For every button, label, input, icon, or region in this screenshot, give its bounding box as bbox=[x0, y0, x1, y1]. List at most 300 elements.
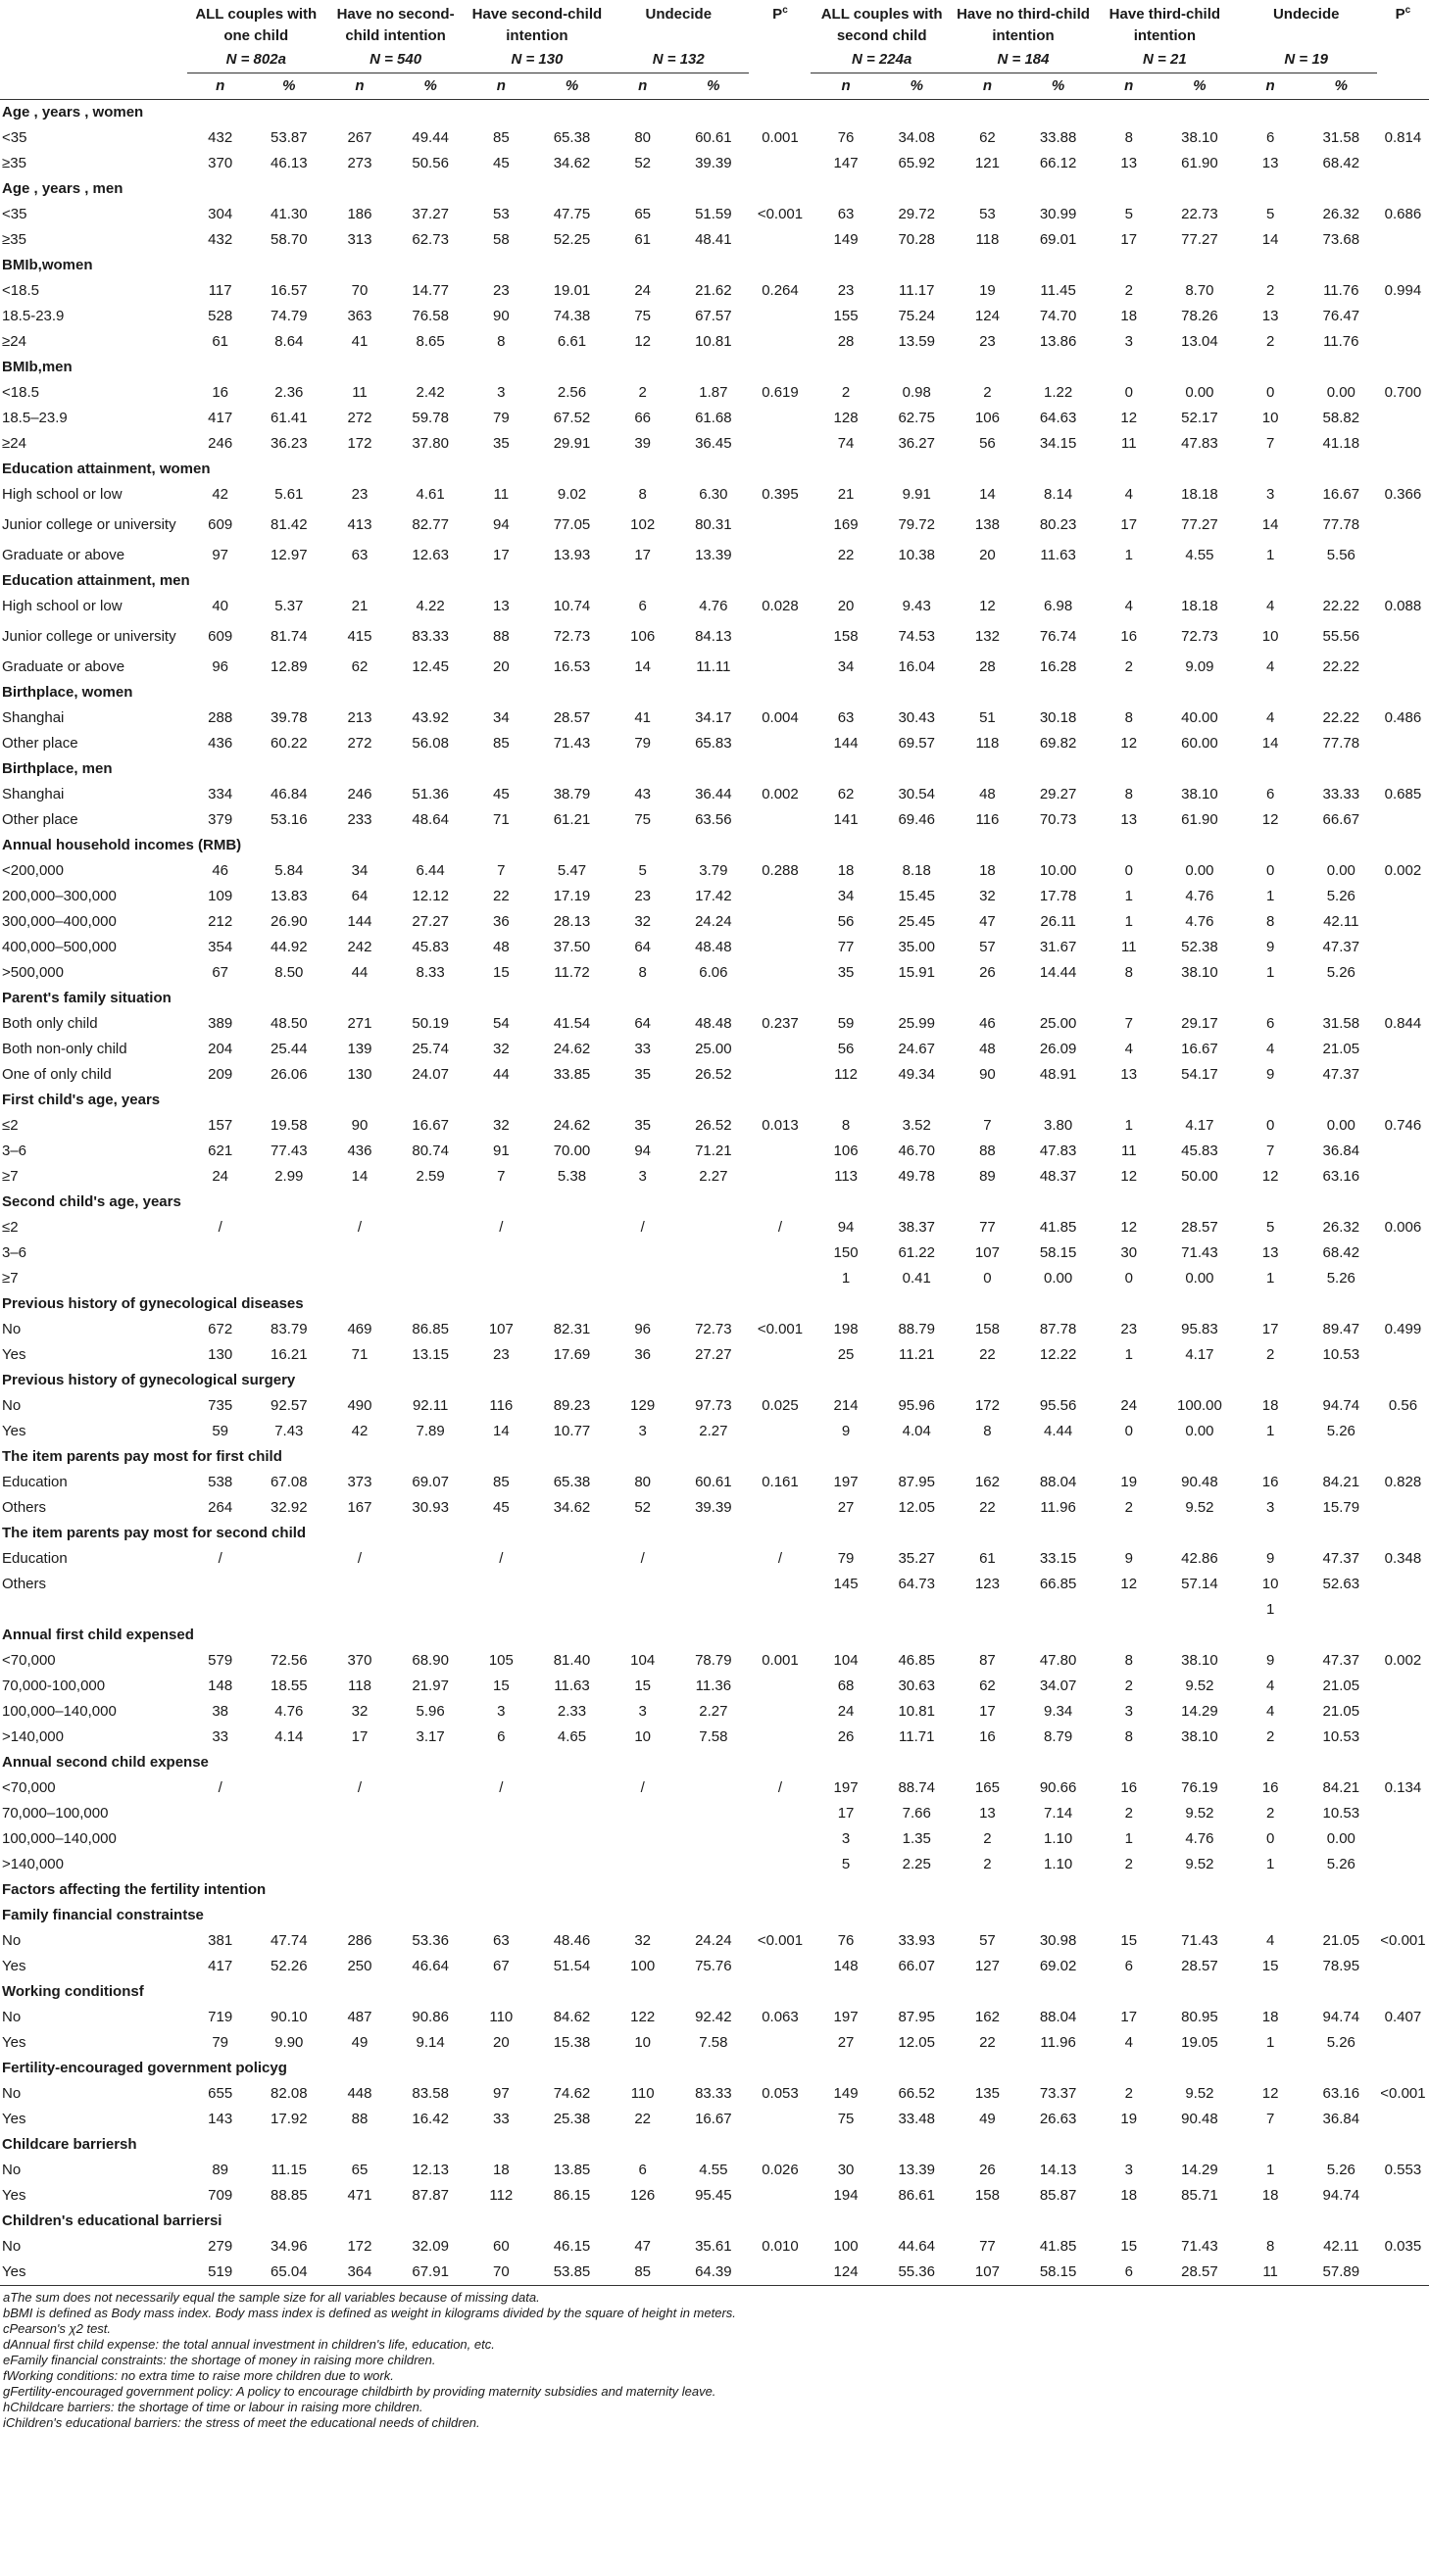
table-cell: 286 bbox=[347, 1932, 372, 1949]
table-cell: 8 bbox=[1124, 129, 1133, 146]
table-cell: 71.43 bbox=[1181, 1932, 1218, 1949]
table-row bbox=[0, 202, 1429, 227]
table-cell: 519 bbox=[208, 2263, 233, 2280]
table-cell: 12 bbox=[1120, 1168, 1138, 1185]
table-cell: 22 bbox=[979, 1499, 996, 1516]
table-cell: 2.25 bbox=[902, 1856, 931, 1872]
table-cell: 194 bbox=[833, 2187, 859, 2204]
table-cell: 4.55 bbox=[1185, 547, 1214, 563]
table-cell: 36.23 bbox=[271, 435, 308, 452]
table-cell: 3 bbox=[638, 1168, 647, 1185]
table-cell: 19.58 bbox=[271, 1117, 308, 1134]
table-cell: 76.47 bbox=[1322, 308, 1360, 324]
table-cell: 72.73 bbox=[1181, 628, 1218, 645]
table-cell: 48.46 bbox=[553, 1932, 591, 1949]
table-cell: 46.85 bbox=[898, 1652, 935, 1669]
table-cell: 39 bbox=[634, 435, 652, 452]
table-cell: 13.04 bbox=[1181, 333, 1218, 350]
table-cell: 34 bbox=[837, 658, 855, 675]
table-cell: 0.994 bbox=[1384, 282, 1422, 299]
table-cell: 76.74 bbox=[1039, 628, 1077, 645]
table-row bbox=[0, 1215, 1429, 1240]
table-cell: 13.39 bbox=[695, 547, 732, 563]
table-cell: 10.81 bbox=[898, 1703, 935, 1720]
table-row bbox=[0, 125, 1429, 151]
table-cell: 12 bbox=[1261, 1168, 1279, 1185]
table-cell: 72.73 bbox=[695, 1321, 732, 1337]
table-cell bbox=[1377, 1164, 1429, 1190]
table-cell: 4.14 bbox=[274, 1728, 304, 1745]
table-cell bbox=[749, 1801, 811, 1826]
table-cell: 12.89 bbox=[271, 658, 308, 675]
table-cell: 2.27 bbox=[699, 1703, 728, 1720]
table-cell: 6 bbox=[1265, 786, 1275, 802]
table-cell: 364 bbox=[347, 2263, 372, 2280]
table-cell: 12 bbox=[1120, 1219, 1138, 1236]
section-title: Fertility-encouraged government policyg bbox=[2, 2060, 287, 2076]
table-cell: 719 bbox=[208, 2009, 233, 2025]
table-cell: 2.36 bbox=[274, 384, 304, 401]
table-cell: 30 bbox=[837, 2162, 855, 2178]
table-cell bbox=[536, 1546, 608, 1572]
table-cell bbox=[749, 151, 811, 176]
table-cell: 89.23 bbox=[553, 1397, 591, 1414]
table-row bbox=[0, 1139, 1429, 1164]
table-cell: 26.52 bbox=[695, 1117, 732, 1134]
table-cell: 87 bbox=[979, 1652, 996, 1669]
row-label: No bbox=[2, 1321, 22, 1337]
subheader-percent: % bbox=[1306, 73, 1377, 100]
table-cell: 12.05 bbox=[898, 2034, 935, 2051]
table-cell bbox=[1377, 1495, 1429, 1521]
table-cell: 0.161 bbox=[762, 1474, 799, 1490]
table-cell: 106 bbox=[630, 628, 656, 645]
table-cell: 54.17 bbox=[1181, 1066, 1218, 1083]
table-cell: <0.001 bbox=[757, 1321, 804, 1337]
table-cell: 24 bbox=[634, 282, 652, 299]
table-cell: 61.21 bbox=[553, 811, 591, 828]
table-cell: 66.12 bbox=[1039, 155, 1077, 171]
table-cell: 95.96 bbox=[898, 1397, 935, 1414]
table-cell: 16 bbox=[979, 1728, 996, 1745]
table-cell: 62 bbox=[837, 786, 855, 802]
group-header-have-third: Have third-child intention bbox=[1109, 6, 1221, 44]
table-cell: 17 bbox=[351, 1728, 369, 1745]
table-cell: 18 bbox=[1120, 308, 1138, 324]
table-cell: 21.97 bbox=[412, 1677, 449, 1694]
table-cell: 118 bbox=[975, 231, 1000, 248]
table-cell: 16 bbox=[1120, 628, 1138, 645]
table-row bbox=[0, 1826, 1429, 1852]
table-cell: 26 bbox=[979, 2162, 996, 2178]
table-cell bbox=[536, 1572, 608, 1597]
table-cell: 15.79 bbox=[1322, 1499, 1360, 1516]
table-cell bbox=[395, 1215, 467, 1240]
table-cell: 11 bbox=[1120, 1142, 1137, 1159]
table-cell: 2 bbox=[638, 384, 647, 401]
table-cell: 63 bbox=[837, 206, 855, 222]
table-cell: 67.91 bbox=[412, 2263, 449, 2280]
table-cell: 75 bbox=[634, 308, 652, 324]
table-row bbox=[0, 151, 1429, 176]
table-cell: 57 bbox=[979, 939, 996, 955]
table-cell: 11 bbox=[352, 384, 368, 401]
table-cell: 77.05 bbox=[553, 516, 591, 533]
table-cell bbox=[395, 1266, 467, 1291]
table-cell: 0 bbox=[1265, 862, 1275, 879]
table-cell: 432 bbox=[208, 231, 233, 248]
table-cell: 132 bbox=[974, 628, 1000, 645]
row-label: No bbox=[2, 2009, 22, 2025]
table-cell: 88.79 bbox=[898, 1321, 935, 1337]
table-cell bbox=[749, 1419, 811, 1444]
table-cell: 65.92 bbox=[898, 155, 935, 171]
table-row bbox=[0, 1928, 1429, 1954]
row-label: 100,000–140,000 bbox=[2, 1830, 117, 1847]
table-cell: 288 bbox=[208, 709, 233, 726]
table-cell: 13.39 bbox=[898, 2162, 935, 2178]
table-cell: 35 bbox=[492, 435, 510, 452]
table-cell: 77 bbox=[979, 2238, 996, 2255]
table-cell: 88.04 bbox=[1039, 1474, 1077, 1490]
table-cell: 21 bbox=[837, 486, 855, 503]
table-cell: 15.91 bbox=[898, 964, 935, 981]
table-cell: 7 bbox=[1265, 1142, 1275, 1159]
table-cell bbox=[608, 1240, 677, 1266]
table-cell: 32 bbox=[492, 1041, 510, 1057]
table-row bbox=[0, 2030, 1429, 2056]
table-cell: 34.15 bbox=[1039, 435, 1077, 452]
table-cell bbox=[749, 1826, 811, 1852]
table-cell: 11 bbox=[493, 486, 510, 503]
table-cell: 17.78 bbox=[1039, 888, 1077, 904]
table-cell: 1 bbox=[1265, 1423, 1275, 1439]
table-cell: 0.00 bbox=[1043, 1270, 1073, 1287]
n-no-second: N = 540 bbox=[324, 47, 466, 73]
section-title: The item parents pay most for second child bbox=[2, 1525, 307, 1541]
table-cell: 79 bbox=[212, 2034, 229, 2051]
table-cell: 23 bbox=[837, 282, 855, 299]
table-cell: 64 bbox=[634, 1015, 652, 1032]
table-cell: 83.33 bbox=[412, 628, 449, 645]
table-cell: 65 bbox=[351, 2162, 369, 2178]
table-cell bbox=[749, 1062, 811, 1088]
table-cell bbox=[187, 1597, 253, 1623]
table-cell: 45.83 bbox=[412, 939, 449, 955]
table-cell: <0.001 bbox=[1380, 2085, 1426, 2102]
table-cell bbox=[749, 329, 811, 355]
table-cell: 14 bbox=[979, 486, 996, 503]
table-cell: 5.26 bbox=[1326, 964, 1355, 981]
table-cell bbox=[677, 1240, 749, 1266]
table-row bbox=[0, 406, 1429, 431]
table-cell: 116 bbox=[489, 1397, 514, 1414]
table-cell: 63.16 bbox=[1322, 2085, 1360, 2102]
n-have-third: N = 21 bbox=[1094, 47, 1235, 73]
section-title: Education attainment, men bbox=[2, 572, 190, 589]
table-cell: 38.10 bbox=[1181, 1728, 1218, 1745]
table-cell: 39.78 bbox=[271, 709, 308, 726]
table-cell: 17 bbox=[979, 1703, 996, 1720]
section-title: Working conditionsf bbox=[2, 1983, 144, 2000]
table-cell: 204 bbox=[208, 1041, 233, 1057]
table-cell: 76.58 bbox=[412, 308, 449, 324]
table-cell: 16.53 bbox=[553, 658, 591, 675]
table-cell bbox=[1377, 1240, 1429, 1266]
table-cell: 85 bbox=[492, 1474, 510, 1490]
table-cell bbox=[749, 935, 811, 960]
table-cell: 62.73 bbox=[412, 231, 449, 248]
table-cell: 33.93 bbox=[898, 1932, 935, 1949]
row-label: Education bbox=[2, 1474, 68, 1490]
table-cell: 4.76 bbox=[699, 598, 728, 614]
table-cell: 19.05 bbox=[1181, 2034, 1218, 2051]
table-cell: 80.31 bbox=[695, 516, 732, 533]
table-cell: 16.57 bbox=[271, 282, 308, 299]
table-cell: 186 bbox=[347, 206, 372, 222]
row-label: Graduate or above bbox=[2, 547, 125, 563]
table-cell: 76 bbox=[837, 1932, 855, 1949]
table-cell: 17.92 bbox=[271, 2111, 308, 2127]
table-cell: 0.686 bbox=[1384, 206, 1422, 222]
table-cell: 197 bbox=[833, 1474, 859, 1490]
table-cell: 6.44 bbox=[416, 862, 445, 879]
table-row bbox=[0, 619, 1429, 655]
table-cell: 51 bbox=[979, 709, 996, 726]
table-cell: 655 bbox=[208, 2085, 233, 2102]
table-cell: 19 bbox=[1120, 2111, 1138, 2127]
table-cell: 12 bbox=[1120, 1576, 1138, 1592]
section-title: Age , years , women bbox=[2, 104, 144, 121]
table-cell bbox=[749, 1597, 811, 1623]
table-cell: 1.22 bbox=[1043, 384, 1073, 401]
table-cell bbox=[467, 1852, 536, 1877]
row-label: Yes bbox=[2, 1958, 26, 1974]
table-cell: 81.74 bbox=[271, 628, 308, 645]
table-cell: 29.91 bbox=[553, 435, 591, 452]
table-cell: 22.22 bbox=[1322, 709, 1360, 726]
table-cell: 373 bbox=[347, 1474, 372, 1490]
table-cell: 75.24 bbox=[898, 308, 935, 324]
table-cell: 35.27 bbox=[898, 1550, 935, 1567]
table-cell: 36 bbox=[492, 913, 510, 930]
table-row bbox=[0, 884, 1429, 909]
table-cell: 272 bbox=[347, 410, 372, 426]
table-cell: 127 bbox=[974, 1958, 1000, 1974]
group-header-no-second: Have no second-child intention bbox=[336, 6, 455, 44]
table-cell: 13.59 bbox=[898, 333, 935, 350]
table-cell: 26.11 bbox=[1040, 913, 1076, 930]
section-header-row bbox=[0, 680, 1429, 705]
table-cell bbox=[749, 1266, 811, 1291]
table-cell: 21.05 bbox=[1322, 1677, 1360, 1694]
table-cell: 39.39 bbox=[695, 155, 732, 171]
row-label: ≥7 bbox=[2, 1168, 19, 1185]
table-cell: 15 bbox=[1120, 2238, 1138, 2255]
table-cell: 9.90 bbox=[274, 2034, 304, 2051]
table-cell: 9.34 bbox=[1043, 1703, 1073, 1720]
table-cell: 36.27 bbox=[898, 435, 935, 452]
table-footnotes bbox=[0, 2285, 1429, 2431]
table-cell: 33 bbox=[212, 1728, 229, 1745]
table-cell: 95.56 bbox=[1039, 1397, 1077, 1414]
table-cell: 40 bbox=[212, 598, 229, 614]
table-cell: 10.53 bbox=[1322, 1728, 1360, 1745]
table-cell: 4.17 bbox=[1185, 1346, 1214, 1363]
table-cell: 7 bbox=[1265, 2111, 1275, 2127]
table-cell: 55.56 bbox=[1322, 628, 1360, 645]
table-cell: 65.83 bbox=[695, 735, 732, 752]
n-no-third: N = 184 bbox=[953, 47, 1094, 73]
table-cell: 21 bbox=[351, 598, 369, 614]
table-cell: 381 bbox=[208, 1932, 233, 1949]
subheader-n: n bbox=[467, 73, 536, 100]
table-cell: 11.96 bbox=[1040, 1499, 1076, 1516]
table-cell: 46.15 bbox=[553, 2238, 591, 2255]
table-cell: 5.56 bbox=[1326, 547, 1355, 563]
table-row bbox=[0, 1801, 1429, 1826]
table-cell: 48 bbox=[979, 1041, 996, 1057]
table-cell: 49 bbox=[979, 2111, 996, 2127]
table-cell: 18.18 bbox=[1181, 598, 1218, 614]
table-cell: 0.00 bbox=[1185, 384, 1214, 401]
table-cell: 47 bbox=[979, 913, 996, 930]
row-label bbox=[0, 1597, 187, 1623]
section-title: Previous history of gynecological surgery bbox=[2, 1372, 296, 1388]
table-cell: 97.73 bbox=[695, 1397, 732, 1414]
table-cell: 75 bbox=[837, 2111, 855, 2127]
table-cell: 8.70 bbox=[1185, 282, 1214, 299]
table-cell: 47.74 bbox=[271, 1932, 308, 1949]
table-cell: 11.71 bbox=[899, 1728, 935, 1745]
row-label: 18.5-23.9 bbox=[2, 308, 65, 324]
table-cell: 4.76 bbox=[1185, 888, 1214, 904]
table-cell: 91 bbox=[492, 1142, 510, 1159]
table-cell: 233 bbox=[347, 811, 372, 828]
table-cell: 86.15 bbox=[553, 2187, 591, 2204]
table-cell: 62.75 bbox=[898, 410, 935, 426]
table-cell: 52 bbox=[634, 1499, 652, 1516]
subheader-n: n bbox=[811, 73, 880, 100]
table-cell: 0.00 bbox=[1326, 1117, 1355, 1134]
table-cell: 172 bbox=[347, 2238, 372, 2255]
table-cell bbox=[1377, 543, 1429, 568]
table-cell: 10.53 bbox=[1322, 1805, 1360, 1822]
table-cell: 94.74 bbox=[1322, 2009, 1360, 2025]
table-cell: 11.96 bbox=[1040, 2034, 1076, 2051]
table-cell: 44 bbox=[492, 1066, 510, 1083]
table-cell: 2 bbox=[1265, 282, 1275, 299]
subheader-percent: % bbox=[677, 73, 749, 100]
table-cell bbox=[1377, 1597, 1429, 1623]
row-label: No bbox=[2, 2085, 22, 2102]
table-cell: 8.33 bbox=[416, 964, 445, 981]
table-cell: 84.62 bbox=[553, 2009, 591, 2025]
table-cell: 58.70 bbox=[271, 231, 308, 248]
table-cell: 144 bbox=[833, 735, 859, 752]
row-label: >140,000 bbox=[2, 1856, 64, 1872]
table-cell: 28.57 bbox=[1181, 1958, 1218, 1974]
table-cell: 6 bbox=[1265, 129, 1275, 146]
table-cell: 17.69 bbox=[553, 1346, 591, 1363]
table-row bbox=[0, 2234, 1429, 2260]
table-cell: 12.12 bbox=[412, 888, 449, 904]
table-row bbox=[0, 1342, 1429, 1368]
table-cell: 94 bbox=[837, 1219, 855, 1236]
section-header-row bbox=[0, 833, 1429, 858]
table-cell bbox=[324, 1597, 394, 1623]
table-cell: 4 bbox=[1265, 1703, 1275, 1720]
table-cell: 31.58 bbox=[1322, 1015, 1360, 1032]
table-cell: 246 bbox=[347, 786, 372, 802]
table-cell: 8.64 bbox=[274, 333, 304, 350]
table-row bbox=[0, 1954, 1429, 1979]
table-cell: 3 bbox=[1124, 1703, 1133, 1720]
table-cell: 42 bbox=[212, 486, 229, 503]
row-label: <18.5 bbox=[2, 384, 39, 401]
table-cell: 18 bbox=[979, 862, 996, 879]
table-cell: 38.10 bbox=[1181, 1652, 1218, 1669]
table-cell: 2 bbox=[1265, 1728, 1275, 1745]
table-cell: 88.85 bbox=[271, 2187, 308, 2204]
table-cell: 17 bbox=[1120, 2009, 1138, 2025]
table-cell: 0 bbox=[1124, 1270, 1133, 1287]
table-cell: 37.27 bbox=[412, 206, 449, 222]
table-cell: 41 bbox=[351, 333, 369, 350]
table-cell: 68.90 bbox=[412, 1652, 449, 1669]
table-cell: 34 bbox=[351, 862, 369, 879]
table-cell: 112 bbox=[489, 2187, 514, 2204]
table-cell bbox=[536, 1240, 608, 1266]
table-cell: 3 bbox=[1265, 486, 1275, 503]
table-cell: 43.92 bbox=[412, 709, 449, 726]
table-cell bbox=[749, 731, 811, 756]
table-cell: 9 bbox=[841, 1423, 851, 1439]
table-cell: 23 bbox=[351, 486, 369, 503]
table-cell: 50.00 bbox=[1181, 1168, 1218, 1185]
table-cell: 90.10 bbox=[271, 2009, 308, 2025]
table-cell: 28 bbox=[979, 658, 996, 675]
table-cell: 38 bbox=[212, 1703, 229, 1720]
table-cell: 7 bbox=[983, 1117, 992, 1134]
table-cell: 5.84 bbox=[274, 862, 304, 879]
table-cell: 12 bbox=[979, 598, 996, 614]
table-cell: 71.43 bbox=[1181, 2238, 1218, 2255]
table-cell: 40.00 bbox=[1181, 709, 1218, 726]
table-cell: 87.95 bbox=[898, 2009, 935, 2025]
table-cell: 5.26 bbox=[1326, 888, 1355, 904]
table-cell: 88 bbox=[979, 1142, 996, 1159]
table-cell bbox=[253, 1597, 324, 1623]
table-cell: 123 bbox=[974, 1576, 1000, 1592]
section-header-row bbox=[0, 568, 1429, 594]
table-cell: 14.77 bbox=[412, 282, 449, 299]
table-cell: 18 bbox=[1261, 1397, 1279, 1414]
table-cell: 51.59 bbox=[695, 206, 732, 222]
table-cell: 5 bbox=[1265, 1219, 1275, 1236]
table-cell: 1 bbox=[1124, 547, 1133, 563]
table-cell: 13 bbox=[1120, 155, 1138, 171]
table-cell: 25.38 bbox=[553, 2111, 591, 2127]
row-label: Other place bbox=[2, 811, 78, 828]
table-cell bbox=[749, 431, 811, 457]
table-cell: 6 bbox=[497, 1728, 506, 1745]
table-cell: 47 bbox=[634, 2238, 652, 2255]
table-cell: 74.62 bbox=[553, 2085, 591, 2102]
table-cell: 0.053 bbox=[762, 2085, 799, 2102]
table-cell: 20 bbox=[492, 2034, 510, 2051]
table-cell: 6 bbox=[638, 2162, 647, 2178]
